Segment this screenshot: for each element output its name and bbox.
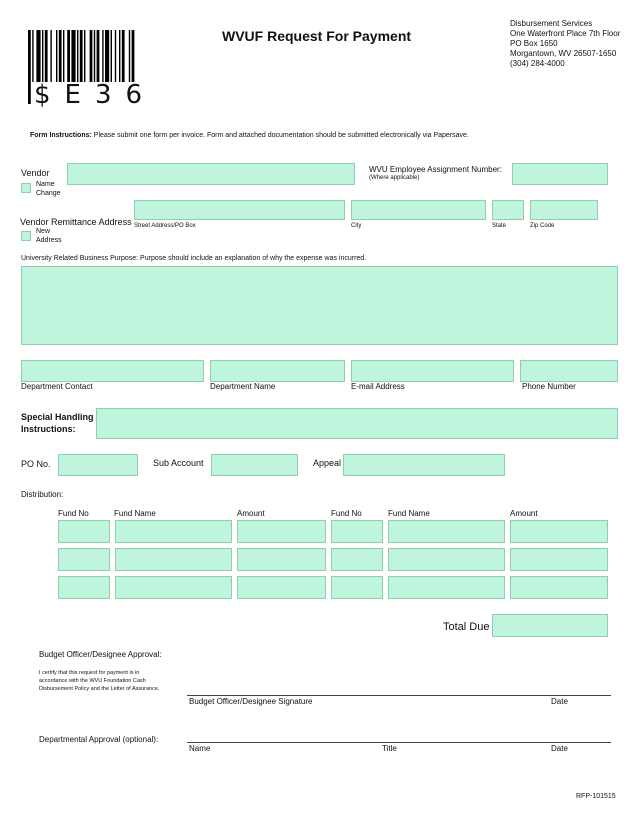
department-name-label: Department Name bbox=[210, 382, 276, 391]
assignment-number-label: WVU Employee Assignment Number: bbox=[369, 165, 502, 174]
special-handling-line: Instructions: bbox=[21, 424, 76, 434]
name-change-label bbox=[36, 180, 61, 198]
new-address-line: New bbox=[36, 228, 51, 235]
instructions-label: Form Instructions: bbox=[30, 132, 92, 139]
budget-approval-label: Budget Officer/Designee Approval: bbox=[39, 650, 162, 659]
name-change-checkbox[interactable] bbox=[21, 183, 31, 193]
fund-name-input[interactable] bbox=[115, 548, 232, 571]
departmental-date-label: Date bbox=[551, 744, 568, 753]
street-label: Street Address/PO Box bbox=[134, 223, 196, 229]
fund-name-input[interactable] bbox=[388, 548, 505, 571]
certify-line: I certify that this request for payment is in bbox=[39, 670, 140, 676]
appeal-input[interactable] bbox=[343, 454, 505, 476]
state-input[interactable] bbox=[492, 200, 524, 220]
address-line: (304) 284-4000 bbox=[510, 59, 565, 68]
email-label: E-mail Address bbox=[351, 382, 405, 391]
barcode-text: $E36 bbox=[34, 80, 157, 110]
new-address-checkbox[interactable] bbox=[21, 231, 31, 241]
new-address-label bbox=[36, 227, 62, 245]
appeal-label: Appeal bbox=[313, 458, 342, 468]
departmental-signature-line[interactable] bbox=[187, 742, 611, 743]
fund-name-input[interactable] bbox=[115, 520, 232, 543]
name-change-line: Change bbox=[36, 190, 61, 197]
fund-no-input[interactable] bbox=[58, 576, 110, 599]
purpose-textarea[interactable] bbox=[21, 266, 618, 345]
barcode-bar bbox=[28, 30, 31, 104]
address-line: Morgantown, WV 26507-1650 bbox=[510, 49, 617, 58]
budget-signature-line[interactable] bbox=[187, 695, 611, 696]
purpose-label: University Related Business Purpose: Purpose should include an explanation of why the expense was incurred. bbox=[21, 255, 367, 262]
fund-name-input[interactable] bbox=[388, 576, 505, 599]
amount-input[interactable] bbox=[510, 576, 608, 599]
certify-line: Disbursement Policy and the Letter of Assurance. bbox=[39, 686, 160, 692]
departmental-approval-label: Departmental Approval (optional): bbox=[39, 735, 159, 744]
address-line: One Waterfront Place 7th Floor bbox=[510, 29, 621, 38]
new-address-line: Address bbox=[36, 237, 62, 244]
amount-header: Amount bbox=[237, 509, 265, 518]
fund-no-input[interactable] bbox=[58, 520, 110, 543]
department-contact-input[interactable] bbox=[21, 360, 204, 382]
assignment-note: (Where applicable) bbox=[369, 175, 420, 181]
address-line: Disbursement Services bbox=[510, 19, 593, 28]
fund-no-input[interactable] bbox=[331, 520, 383, 543]
special-handling-line: Special Handling bbox=[21, 412, 94, 422]
sub-account-input[interactable] bbox=[211, 454, 298, 476]
budget-date-label: Date bbox=[551, 697, 568, 706]
fund-name-header: Fund Name bbox=[114, 509, 156, 518]
department-name-input[interactable] bbox=[210, 360, 345, 382]
po-label: PO No. bbox=[21, 459, 51, 469]
form-code: RFP-101515 bbox=[576, 793, 616, 800]
form-instructions bbox=[30, 132, 469, 139]
email-input[interactable] bbox=[351, 360, 514, 382]
amount-input[interactable] bbox=[510, 520, 608, 543]
certify-text bbox=[39, 669, 159, 693]
amount-input[interactable] bbox=[237, 520, 326, 543]
name-change-line: Name bbox=[36, 181, 55, 188]
instructions-text: Please submit one form per invoice. Form and attached documentation should be submitted electronically via Papersave. bbox=[91, 132, 469, 139]
city-input[interactable] bbox=[351, 200, 486, 220]
amount-input[interactable] bbox=[237, 548, 326, 571]
distribution-label: Distribution: bbox=[21, 490, 64, 499]
phone-input[interactable] bbox=[520, 360, 618, 382]
form-title: WVUF Request For Payment bbox=[222, 28, 412, 44]
fund-name-header: Fund Name bbox=[388, 509, 430, 518]
vendor-input[interactable] bbox=[67, 163, 355, 185]
zip-input[interactable] bbox=[530, 200, 598, 220]
state-label: State bbox=[492, 223, 507, 229]
sub-account-label: Sub Account bbox=[153, 458, 204, 468]
fund-no-header: Fund No bbox=[58, 509, 89, 518]
total-due-label: Total Due bbox=[443, 621, 490, 633]
phone-label: Phone Number bbox=[522, 382, 576, 391]
special-handling-label bbox=[21, 411, 94, 435]
fund-no-header: Fund No bbox=[331, 509, 362, 518]
departmental-title-label: Title bbox=[382, 744, 397, 753]
address-line: PO Box 1650 bbox=[510, 39, 558, 48]
fund-no-input[interactable] bbox=[58, 548, 110, 571]
departmental-name-label: Name bbox=[189, 744, 211, 753]
disbursement-address bbox=[510, 19, 620, 69]
fund-no-input[interactable] bbox=[331, 548, 383, 571]
certify-line: accordance with the WVU Foundation Cash bbox=[39, 678, 146, 684]
amount-header: Amount bbox=[510, 509, 538, 518]
assignment-number-input[interactable] bbox=[512, 163, 608, 185]
total-due-input[interactable] bbox=[492, 614, 608, 637]
budget-signature-label: Budget Officer/Designee Signature bbox=[189, 697, 313, 706]
po-input[interactable] bbox=[58, 454, 138, 476]
amount-input[interactable] bbox=[510, 548, 608, 571]
remittance-label: Vendor Remittance Address bbox=[20, 217, 132, 227]
department-contact-label: Department Contact bbox=[21, 382, 93, 391]
amount-input[interactable] bbox=[237, 576, 326, 599]
vendor-label: Vendor bbox=[21, 168, 50, 178]
fund-no-input[interactable] bbox=[331, 576, 383, 599]
fund-name-input[interactable] bbox=[388, 520, 505, 543]
zip-label: Zip Code bbox=[530, 223, 555, 229]
fund-name-input[interactable] bbox=[115, 576, 232, 599]
special-handling-input[interactable] bbox=[96, 408, 618, 439]
city-label: City bbox=[351, 223, 362, 229]
street-input[interactable] bbox=[134, 200, 345, 220]
